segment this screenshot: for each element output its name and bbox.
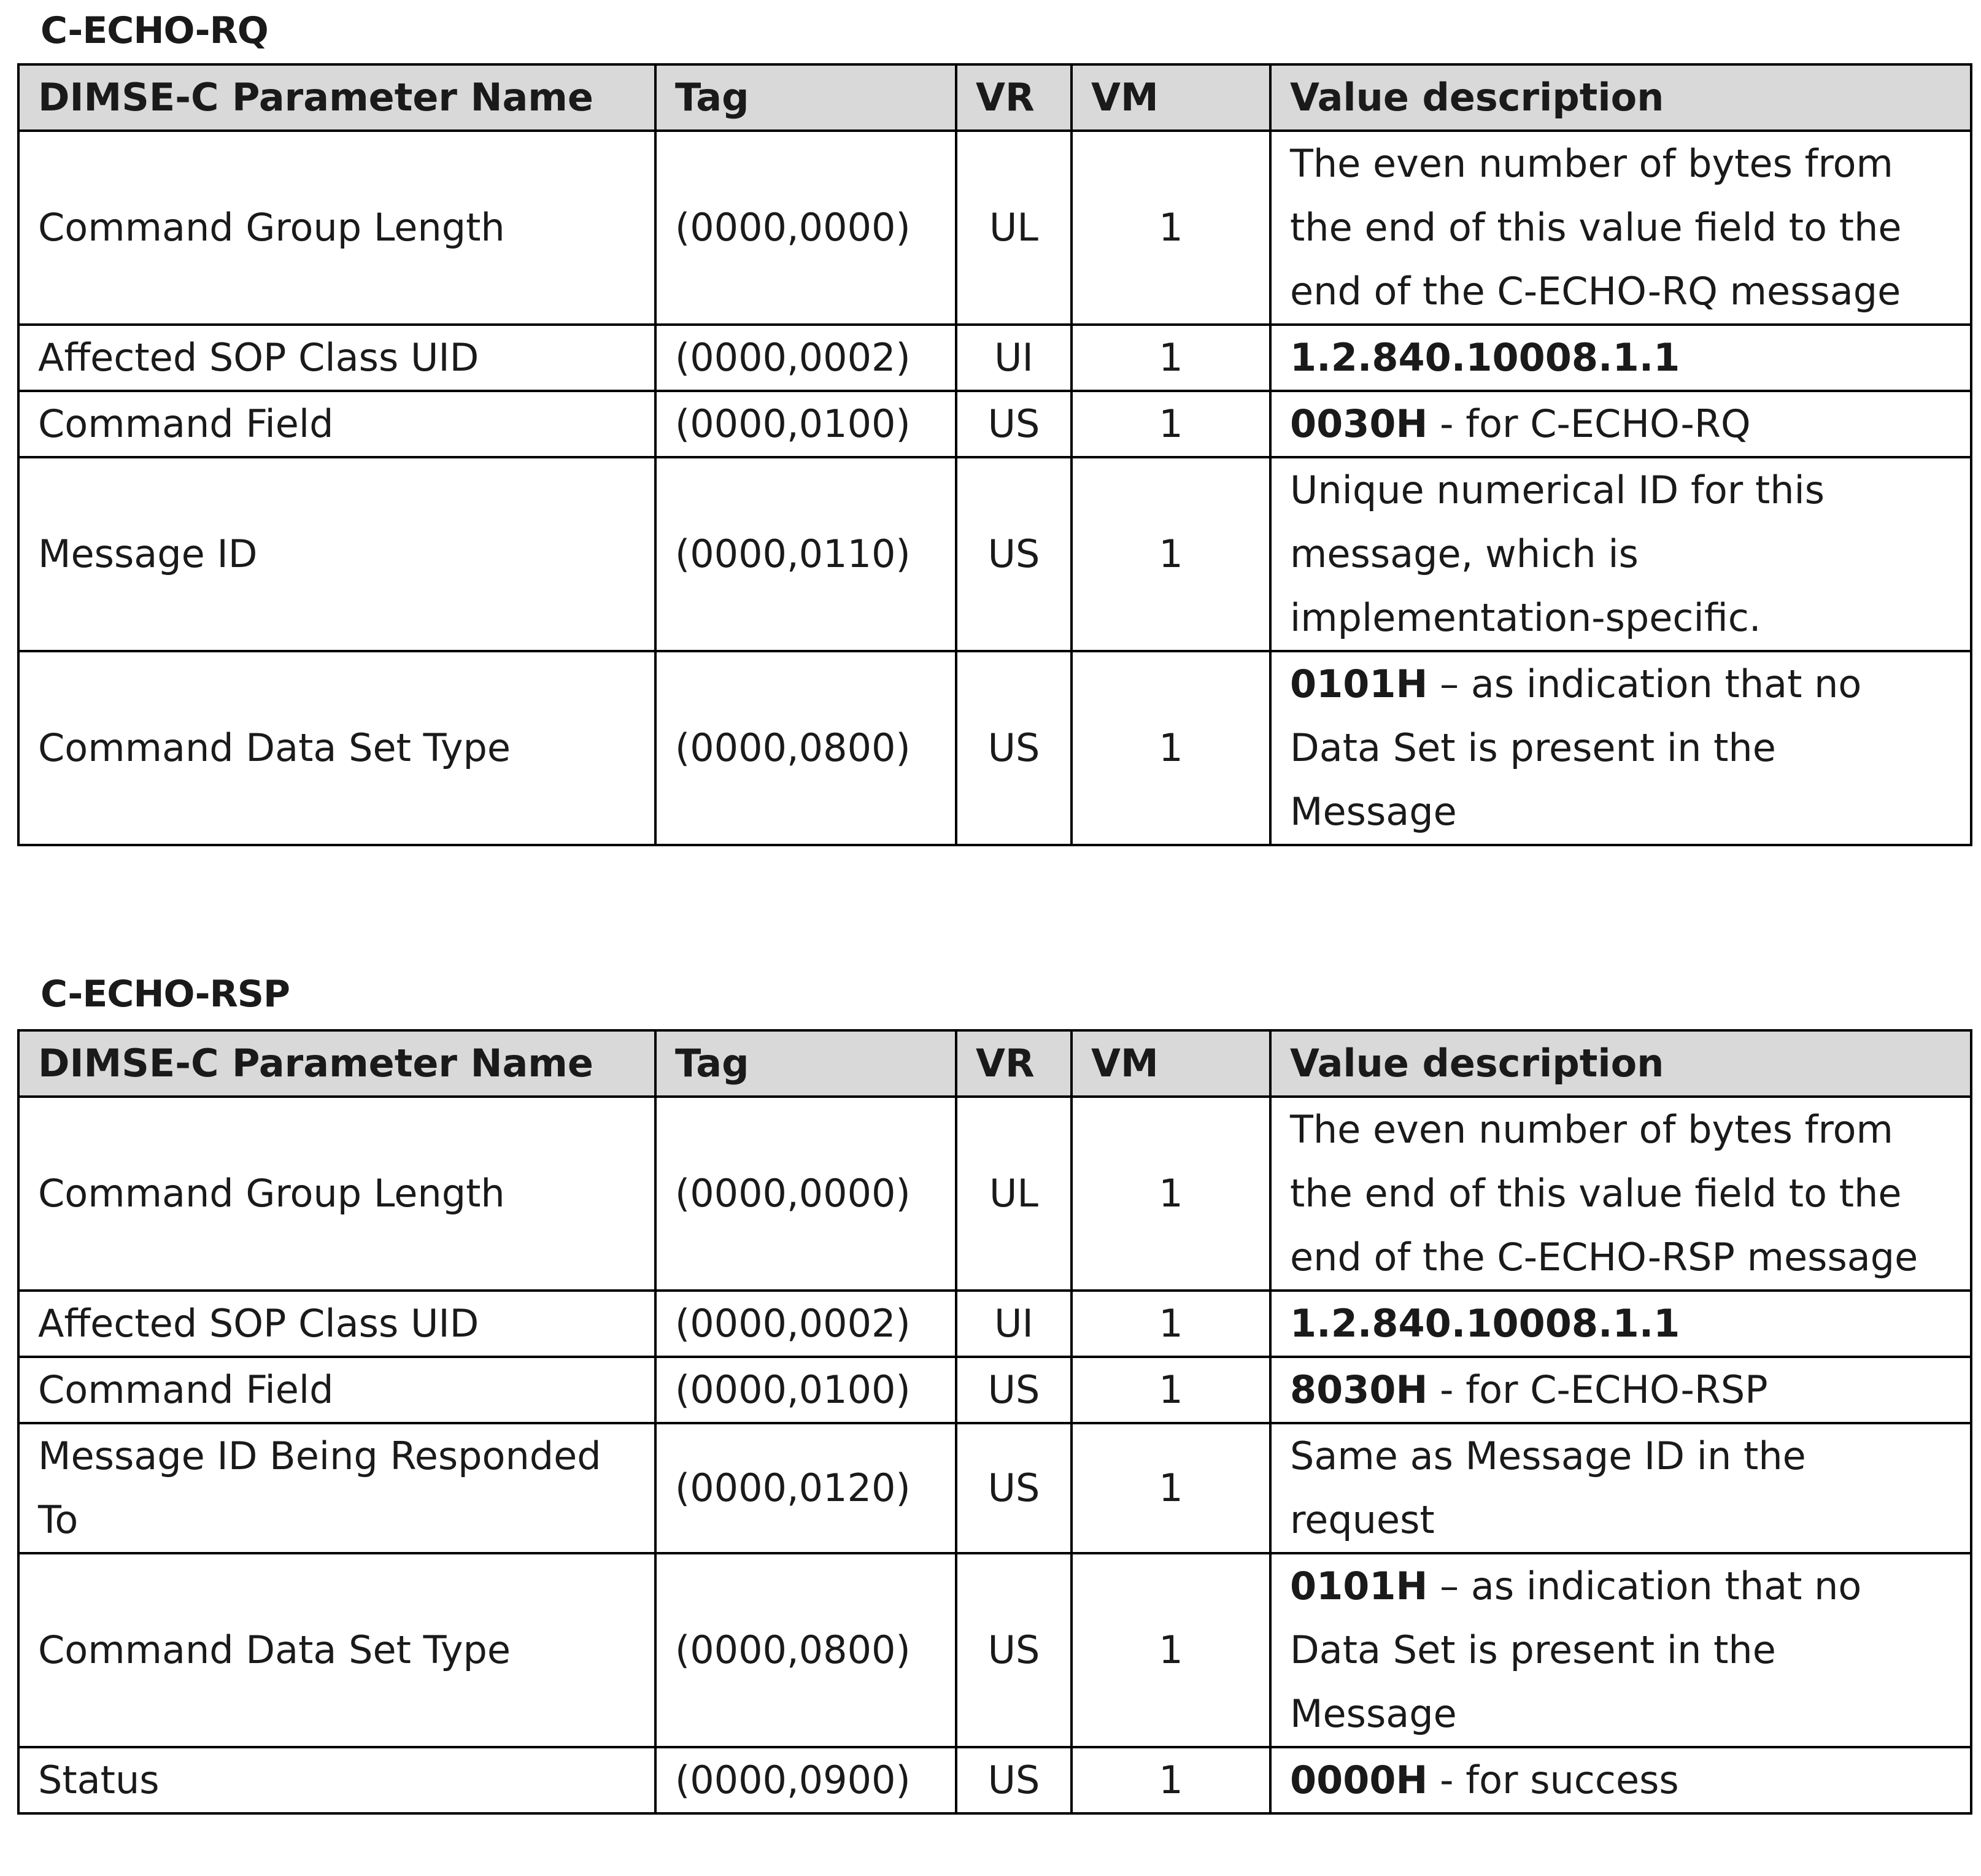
value-description — [1270, 1357, 1971, 1423]
tag: (0000,0002) — [655, 325, 956, 391]
vr: US — [956, 1357, 1072, 1423]
value-code: 1.2.840.10008.1.1 — [1290, 335, 1680, 380]
vm: 1 — [1072, 1357, 1270, 1423]
tag: (0000,0800) — [655, 1553, 956, 1747]
value-description — [1270, 1747, 1971, 1813]
table-row — [18, 1097, 1971, 1291]
value-description — [1270, 1423, 1971, 1553]
vr: US — [956, 1747, 1072, 1813]
value-description — [1270, 325, 1971, 391]
header-parameter-name: DIMSE-C Parameter Name — [18, 64, 655, 131]
table-row — [18, 391, 1971, 457]
value-description — [1270, 1097, 1971, 1291]
vm: 1 — [1072, 1553, 1270, 1747]
header-vr: VR — [956, 1030, 1072, 1097]
header-tag: Tag — [655, 1030, 956, 1097]
value-description — [1270, 391, 1971, 457]
parameter-name: Affected SOP Class UID — [18, 325, 655, 391]
table-row — [18, 325, 1971, 391]
vm: 1 — [1072, 1291, 1270, 1357]
parameter-name: Command Data Set Type — [18, 1553, 655, 1747]
vr: UI — [956, 1291, 1072, 1357]
table-row — [18, 1747, 1971, 1813]
parameter-name: Command Field — [18, 391, 655, 457]
header-parameter-name: DIMSE-C Parameter Name — [18, 1030, 655, 1097]
header-vm: VM — [1072, 1030, 1270, 1097]
value-text: The even number of bytes from the end of this value field to the end of the C-ECHO-RQ message — [1290, 141, 1902, 314]
tag: (0000,0000) — [655, 131, 956, 325]
value-text: - for C-ECHO-RQ — [1427, 401, 1751, 446]
value-text: – as indication that no Data Set is present in the Message — [1290, 1564, 1862, 1736]
vr: UL — [956, 1097, 1072, 1291]
value-description — [1270, 131, 1971, 325]
value-code: 0030H — [1290, 401, 1428, 446]
vr: US — [956, 457, 1072, 651]
vm: 1 — [1072, 325, 1270, 391]
vr: US — [956, 391, 1072, 457]
section-title-c-echo-rq: C-ECHO-RQ — [41, 9, 268, 52]
parameter-name: Command Data Set Type — [18, 651, 655, 845]
table-header-row — [18, 64, 1971, 131]
vm: 1 — [1072, 1747, 1270, 1813]
value-description — [1270, 1553, 1971, 1747]
tag: (0000,0000) — [655, 1097, 956, 1291]
header-tag: Tag — [655, 64, 956, 131]
vm: 1 — [1072, 1423, 1270, 1553]
tag: (0000,0100) — [655, 1357, 956, 1423]
value-text: The even number of bytes from the end of this value field to the end of the C-ECHO-RSP message — [1290, 1107, 1918, 1280]
value-text: - for C-ECHO-RSP — [1427, 1367, 1768, 1412]
c-echo-rq-table — [17, 63, 1972, 846]
parameter-name: Command Group Length — [18, 131, 655, 325]
table-row — [18, 1291, 1971, 1357]
parameter-name: Command Group Length — [18, 1097, 655, 1291]
header-value-description: Value description — [1270, 1030, 1971, 1097]
vm: 1 — [1072, 651, 1270, 845]
tag: (0000,0800) — [655, 651, 956, 845]
value-text: Unique numerical ID for this message, which is implementation-specific. — [1290, 468, 1825, 640]
vr: US — [956, 1553, 1072, 1747]
table-header-row — [18, 1030, 1971, 1097]
vm: 1 — [1072, 131, 1270, 325]
value-code: 1.2.840.10008.1.1 — [1290, 1301, 1680, 1346]
table-row — [18, 457, 1971, 651]
vm: 1 — [1072, 391, 1270, 457]
table-row — [18, 1553, 1971, 1747]
value-text: Same as Message ID in the request — [1290, 1434, 1806, 1542]
tag: (0000,0100) — [655, 391, 956, 457]
parameter-name: Status — [18, 1747, 655, 1813]
parameter-name: Affected SOP Class UID — [18, 1291, 655, 1357]
tag: (0000,0002) — [655, 1291, 956, 1357]
vr: UL — [956, 131, 1072, 325]
value-description — [1270, 1291, 1971, 1357]
table-row — [18, 1423, 1971, 1553]
value-text: – as indication that no Data Set is present in the Message — [1290, 662, 1862, 834]
section-title-c-echo-rsp: C-ECHO-RSP — [41, 973, 290, 1016]
value-description — [1270, 651, 1971, 845]
tag: (0000,0120) — [655, 1423, 956, 1553]
tag: (0000,0110) — [655, 457, 956, 651]
value-text: - for success — [1427, 1758, 1679, 1802]
table-row — [18, 651, 1971, 845]
header-vr: VR — [956, 64, 1072, 131]
value-code: 0101H — [1290, 662, 1428, 706]
value-code: 0000H — [1290, 1758, 1428, 1802]
parameter-name: Message ID Being Responded To — [18, 1423, 655, 1553]
vm: 1 — [1072, 457, 1270, 651]
header-vm: VM — [1072, 64, 1270, 131]
vm: 1 — [1072, 1097, 1270, 1291]
parameter-name: Command Field — [18, 1357, 655, 1423]
table-row — [18, 1357, 1971, 1423]
table-row — [18, 131, 1971, 325]
vr: US — [956, 651, 1072, 845]
value-code: 8030H — [1290, 1367, 1428, 1412]
vr: UI — [956, 325, 1072, 391]
c-echo-rsp-table — [17, 1029, 1972, 1815]
value-description — [1270, 457, 1971, 651]
tag: (0000,0900) — [655, 1747, 956, 1813]
header-value-description: Value description — [1270, 64, 1971, 131]
vr: US — [956, 1423, 1072, 1553]
parameter-name: Message ID — [18, 457, 655, 651]
value-code: 0101H — [1290, 1564, 1428, 1608]
